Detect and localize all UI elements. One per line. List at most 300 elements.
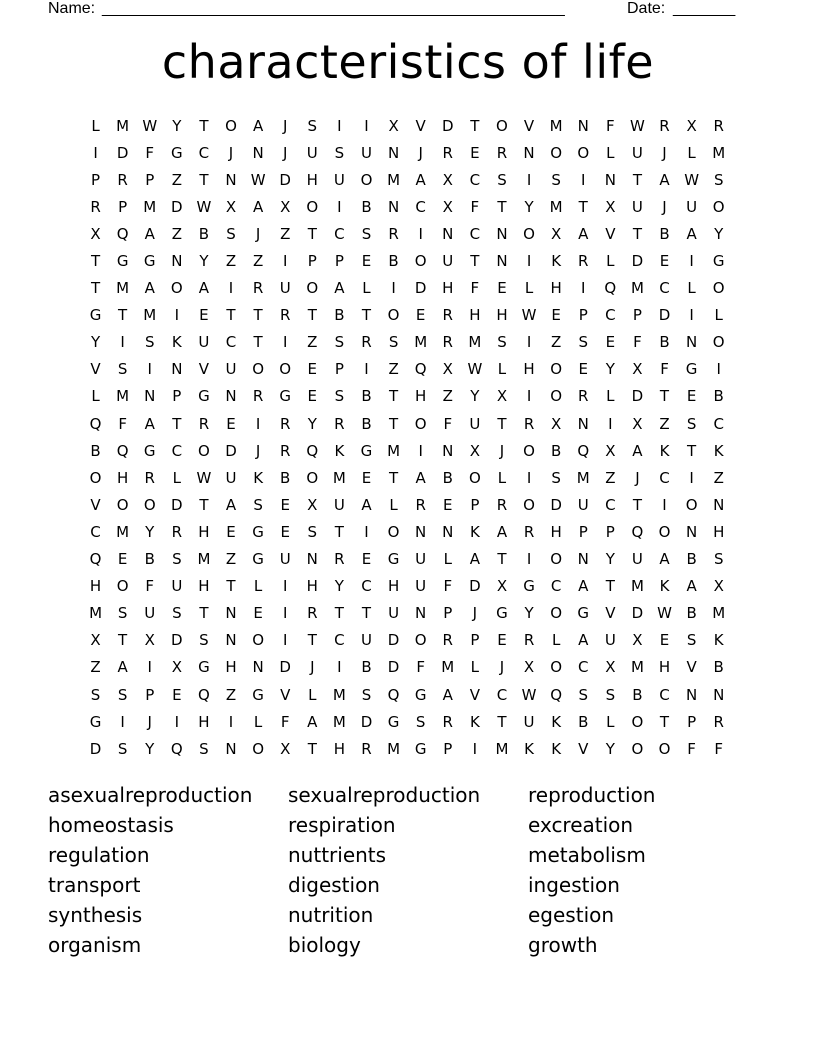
grid-cell[interactable]: D	[116, 143, 129, 162]
grid-cell[interactable]: P	[578, 522, 588, 541]
grid-cell[interactable]: B	[361, 197, 372, 216]
grid-cell[interactable]: U	[144, 604, 156, 623]
grid-cell[interactable]: S	[551, 468, 561, 487]
grid-cell[interactable]: Q	[198, 685, 210, 704]
grid-cell[interactable]: W	[630, 116, 645, 135]
grid-cell[interactable]: Q	[116, 441, 129, 460]
grid-cell[interactable]: D	[631, 387, 644, 406]
grid-cell[interactable]: U	[279, 550, 291, 569]
grid-cell[interactable]: P	[632, 306, 642, 325]
grid-cell[interactable]: I	[337, 116, 342, 135]
grid-cell[interactable]: I	[174, 712, 180, 731]
grid-cell[interactable]: G	[143, 441, 156, 460]
grid-cell[interactable]: H	[198, 522, 210, 541]
grid-cell[interactable]: A	[686, 224, 697, 243]
grid-cell[interactable]: S	[144, 333, 155, 352]
grid-cell[interactable]: I	[282, 333, 288, 352]
grid-cell[interactable]: U	[198, 333, 210, 352]
grid-cell[interactable]: R	[279, 306, 291, 325]
grid-cell[interactable]: A	[496, 522, 508, 541]
grid-cell[interactable]: G	[523, 577, 535, 596]
grid-cell[interactable]: Y	[524, 604, 534, 623]
grid-cell[interactable]: U	[415, 577, 427, 596]
grid-cell[interactable]: B	[334, 306, 345, 325]
grid-cell[interactable]: N	[144, 387, 156, 406]
grid-cell[interactable]: J	[282, 143, 288, 162]
grid-cell[interactable]: N	[387, 197, 400, 216]
grid-cell[interactable]: I	[526, 550, 532, 569]
grid-cell[interactable]: I	[255, 414, 261, 433]
grid-cell[interactable]: A	[578, 577, 589, 596]
grid-cell[interactable]: Q	[306, 441, 319, 460]
grid-cell[interactable]: T	[90, 279, 101, 298]
grid-cell[interactable]: S	[117, 604, 128, 623]
grid-cell[interactable]: H	[198, 577, 210, 596]
grid-cell[interactable]: T	[388, 414, 399, 433]
grid-cell[interactable]: O	[414, 252, 427, 271]
grid-cell[interactable]: P	[118, 197, 128, 216]
grid-cell[interactable]: S	[307, 116, 318, 135]
grid-cell[interactable]: X	[442, 170, 453, 189]
grid-cell[interactable]: E	[307, 387, 318, 406]
grid-cell[interactable]: Y	[524, 197, 534, 216]
grid-cell[interactable]: J	[255, 441, 261, 460]
grid-cell[interactable]: Q	[414, 360, 427, 379]
grid-cell[interactable]: E	[226, 414, 236, 433]
grid-cell[interactable]: I	[282, 604, 288, 623]
grid-cell[interactable]: Z	[225, 685, 237, 704]
grid-cell[interactable]: S	[253, 495, 263, 514]
grid-cell[interactable]: W	[196, 468, 212, 487]
grid-cell[interactable]: T	[605, 577, 615, 596]
grid-cell[interactable]: A	[578, 224, 589, 243]
grid-cell[interactable]: P	[578, 306, 588, 325]
grid-cell[interactable]: P	[687, 712, 697, 731]
grid-cell[interactable]: E	[415, 306, 426, 325]
grid-cell[interactable]: F	[443, 577, 453, 596]
grid-cell[interactable]: Z	[90, 658, 101, 677]
grid-cell[interactable]: D	[387, 658, 400, 677]
grid-cell[interactable]: N	[252, 658, 264, 677]
grid-cell[interactable]: S	[334, 387, 345, 406]
grid-cell[interactable]: D	[550, 495, 562, 514]
grid-cell[interactable]: T	[497, 550, 507, 569]
grid-cell[interactable]: C	[415, 197, 426, 216]
grid-cell[interactable]: N	[604, 170, 616, 189]
grid-cell[interactable]: O	[89, 468, 102, 487]
grid-cell[interactable]: L	[389, 495, 398, 514]
grid-cell[interactable]: B	[713, 658, 724, 677]
grid-cell[interactable]: O	[550, 387, 563, 406]
grid-cell[interactable]: Z	[659, 414, 670, 433]
grid-cell[interactable]: N	[685, 522, 698, 541]
grid-cell[interactable]: S	[307, 522, 318, 541]
grid-cell[interactable]: N	[225, 387, 237, 406]
grid-cell[interactable]: Z	[171, 224, 182, 243]
grid-cell[interactable]: H	[550, 279, 562, 298]
grid-cell[interactable]: M	[630, 658, 644, 677]
grid-cell[interactable]: G	[198, 658, 210, 677]
grid-cell[interactable]: X	[551, 414, 562, 433]
grid-cell[interactable]: C	[659, 279, 670, 298]
grid-cell[interactable]: A	[225, 495, 237, 514]
grid-cell[interactable]: X	[144, 631, 155, 650]
grid-cell[interactable]: P	[334, 360, 344, 379]
grid-cell[interactable]: J	[499, 441, 505, 460]
grid-cell[interactable]: I	[662, 495, 667, 514]
grid-cell[interactable]: O	[550, 658, 563, 677]
grid-cell[interactable]: G	[116, 252, 129, 271]
grid-cell[interactable]: Q	[89, 550, 102, 569]
grid-cell[interactable]: Z	[225, 550, 237, 569]
grid-cell[interactable]: D	[225, 441, 237, 460]
grid-cell[interactable]: J	[635, 468, 640, 487]
grid-cell[interactable]: W	[250, 170, 266, 189]
grid-cell[interactable]: O	[387, 522, 400, 541]
grid-cell[interactable]: D	[171, 631, 183, 650]
grid-cell[interactable]: I	[581, 170, 586, 189]
grid-cell[interactable]: G	[360, 441, 373, 460]
grid-cell[interactable]: O	[306, 468, 319, 487]
grid-cell[interactable]: B	[280, 468, 291, 487]
grid-cell[interactable]: X	[523, 658, 535, 677]
grid-cell[interactable]: I	[689, 306, 694, 325]
grid-cell[interactable]: G	[387, 550, 400, 569]
grid-cell[interactable]: S	[117, 360, 128, 379]
grid-cell[interactable]: T	[90, 252, 101, 271]
grid-cell[interactable]: T	[659, 387, 670, 406]
grid-cell[interactable]: A	[415, 468, 426, 487]
grid-cell[interactable]: O	[116, 495, 129, 514]
grid-cell[interactable]: R	[713, 116, 724, 135]
grid-cell[interactable]: C	[469, 170, 481, 189]
grid-cell[interactable]: Y	[605, 360, 615, 379]
grid-cell[interactable]: D	[171, 495, 183, 514]
grid-cell[interactable]: R	[523, 522, 535, 541]
grid-cell[interactable]: G	[198, 387, 210, 406]
grid-cell[interactable]: M	[495, 739, 509, 758]
grid-cell[interactable]: X	[686, 116, 697, 135]
grid-cell[interactable]: T	[307, 739, 317, 758]
grid-cell[interactable]: D	[469, 577, 481, 596]
grid-cell[interactable]: A	[415, 170, 426, 189]
grid-cell[interactable]: C	[659, 468, 670, 487]
grid-cell[interactable]: T	[470, 116, 480, 135]
grid-cell[interactable]: M	[468, 333, 482, 352]
grid-cell[interactable]: S	[334, 143, 345, 162]
grid-cell[interactable]: B	[659, 224, 670, 243]
grid-cell[interactable]: J	[472, 604, 478, 623]
grid-cell[interactable]: I	[364, 116, 369, 135]
grid-cell[interactable]: T	[199, 604, 209, 623]
grid-cell[interactable]: U	[171, 577, 183, 596]
grid-cell[interactable]: E	[659, 252, 670, 271]
grid-cell[interactable]: L	[606, 387, 615, 406]
grid-cell[interactable]: X	[551, 224, 562, 243]
grid-cell[interactable]: I	[120, 333, 125, 352]
grid-cell[interactable]: V	[469, 685, 480, 704]
grid-cell[interactable]: K	[659, 441, 670, 460]
grid-cell[interactable]: O	[387, 306, 400, 325]
grid-cell[interactable]: N	[713, 495, 725, 514]
grid-cell[interactable]: R	[334, 414, 345, 433]
grid-cell[interactable]: T	[334, 604, 344, 623]
grid-cell[interactable]: R	[442, 143, 453, 162]
grid-cell[interactable]: V	[90, 495, 101, 514]
grid-cell[interactable]: C	[713, 414, 724, 433]
grid-cell[interactable]: I	[147, 360, 152, 379]
grid-cell[interactable]: H	[658, 658, 671, 677]
grid-cell[interactable]: R	[252, 387, 264, 406]
grid-cell[interactable]: Y	[605, 739, 615, 758]
grid-cell[interactable]: X	[713, 577, 724, 596]
grid-cell[interactable]: Y	[199, 252, 209, 271]
grid-cell[interactable]: K	[253, 468, 264, 487]
grid-cell[interactable]: O	[252, 360, 265, 379]
grid-cell[interactable]: T	[118, 631, 128, 650]
grid-cell[interactable]: A	[144, 224, 155, 243]
grid-cell[interactable]: C	[225, 333, 237, 352]
grid-cell[interactable]: P	[443, 604, 453, 623]
grid-cell[interactable]: T	[307, 631, 317, 650]
grid-cell[interactable]: O	[577, 143, 590, 162]
grid-cell[interactable]: Y	[145, 522, 155, 541]
grid-cell[interactable]: L	[714, 306, 723, 325]
grid-cell[interactable]: O	[252, 739, 265, 758]
grid-cell[interactable]: R	[388, 224, 399, 243]
grid-cell[interactable]: S	[226, 224, 236, 243]
grid-cell[interactable]: Z	[713, 468, 724, 487]
grid-cell[interactable]: R	[361, 333, 372, 352]
grid-cell[interactable]: A	[469, 550, 480, 569]
grid-cell[interactable]: T	[199, 495, 209, 514]
grid-cell[interactable]: U	[415, 550, 427, 569]
grid-cell[interactable]: U	[333, 495, 345, 514]
grid-cell[interactable]: X	[280, 197, 291, 216]
grid-cell[interactable]: E	[497, 279, 507, 298]
grid-cell[interactable]: M	[387, 739, 401, 758]
grid-cell[interactable]: N	[171, 252, 183, 271]
grid-cell[interactable]: I	[364, 522, 369, 541]
grid-cell[interactable]: U	[360, 143, 372, 162]
grid-cell[interactable]: S	[172, 550, 182, 569]
grid-cell[interactable]: P	[443, 739, 453, 758]
grid-cell[interactable]: T	[253, 333, 263, 352]
grid-cell[interactable]: T	[118, 306, 128, 325]
grid-cell[interactable]: L	[362, 279, 371, 298]
grid-cell[interactable]: A	[144, 279, 155, 298]
grid-cell[interactable]: D	[441, 116, 454, 135]
grid-cell[interactable]: I	[608, 414, 613, 433]
grid-cell[interactable]: C	[577, 658, 589, 677]
grid-cell[interactable]: I	[418, 224, 423, 243]
grid-cell[interactable]: M	[332, 468, 346, 487]
grid-cell[interactable]: N	[496, 224, 508, 243]
grid-cell[interactable]: S	[713, 550, 724, 569]
grid-cell[interactable]: J	[255, 224, 261, 243]
grid-cell[interactable]: B	[550, 441, 562, 460]
grid-cell[interactable]: N	[225, 739, 237, 758]
grid-cell[interactable]: M	[116, 387, 130, 406]
grid-cell[interactable]: O	[712, 197, 725, 216]
grid-cell[interactable]: A	[252, 197, 264, 216]
grid-cell[interactable]: R	[578, 252, 589, 271]
grid-cell[interactable]: G	[89, 306, 102, 325]
grid-cell[interactable]: I	[689, 468, 694, 487]
grid-cell[interactable]: G	[143, 252, 156, 271]
grid-cell[interactable]: M	[549, 116, 563, 135]
grid-cell[interactable]: J	[662, 143, 667, 162]
grid-cell[interactable]: E	[199, 306, 209, 325]
grid-cell[interactable]: M	[116, 116, 130, 135]
grid-cell[interactable]: O	[306, 197, 319, 216]
grid-cell[interactable]: H	[387, 577, 400, 596]
grid-cell[interactable]: U	[279, 279, 291, 298]
grid-cell[interactable]: L	[606, 712, 615, 731]
grid-cell[interactable]: I	[526, 170, 532, 189]
grid-cell[interactable]: R	[171, 522, 183, 541]
grid-cell[interactable]: X	[442, 360, 453, 379]
grid-cell[interactable]: N	[685, 685, 698, 704]
grid-cell[interactable]: R	[334, 550, 345, 569]
grid-cell[interactable]: T	[659, 712, 670, 731]
grid-cell[interactable]: L	[551, 631, 561, 650]
grid-cell[interactable]: K	[713, 631, 724, 650]
grid-cell[interactable]: K	[659, 577, 670, 596]
grid-cell[interactable]: E	[361, 468, 372, 487]
grid-cell[interactable]: T	[307, 306, 317, 325]
grid-cell[interactable]: E	[361, 252, 372, 271]
grid-cell[interactable]: M	[712, 604, 726, 623]
grid-cell[interactable]: H	[550, 522, 562, 541]
grid-cell[interactable]: S	[334, 333, 345, 352]
grid-cell[interactable]: I	[120, 712, 125, 731]
grid-cell[interactable]: A	[578, 631, 589, 650]
grid-cell[interactable]: E	[361, 550, 372, 569]
grid-cell[interactable]: G	[171, 143, 183, 162]
grid-cell[interactable]: L	[172, 468, 181, 487]
grid-cell[interactable]: S	[199, 739, 209, 758]
grid-cell[interactable]: I	[472, 739, 478, 758]
grid-cell[interactable]: C	[90, 522, 101, 541]
grid-cell[interactable]: S	[117, 685, 128, 704]
grid-cell[interactable]: O	[170, 279, 183, 298]
grid-cell[interactable]: V	[415, 116, 426, 135]
grid-cell[interactable]: M	[387, 170, 401, 189]
grid-cell[interactable]: A	[686, 577, 697, 596]
grid-cell[interactable]: I	[337, 658, 342, 677]
grid-cell[interactable]: I	[418, 441, 423, 460]
grid-cell[interactable]: D	[631, 252, 644, 271]
grid-cell[interactable]: G	[252, 522, 264, 541]
grid-cell[interactable]: X	[605, 197, 616, 216]
grid-cell[interactable]: A	[117, 658, 128, 677]
grid-cell[interactable]: R	[442, 306, 453, 325]
grid-cell[interactable]: P	[307, 252, 317, 271]
grid-cell[interactable]: O	[198, 441, 210, 460]
grid-cell[interactable]: F	[606, 116, 615, 135]
grid-cell[interactable]: V	[523, 116, 535, 135]
date-field[interactable]: _______	[673, 0, 736, 17]
grid-cell[interactable]: R	[713, 712, 724, 731]
grid-cell[interactable]: H	[306, 170, 318, 189]
grid-cell[interactable]: I	[282, 252, 288, 271]
grid-cell[interactable]: I	[581, 279, 586, 298]
grid-cell[interactable]: I	[147, 658, 152, 677]
grid-cell[interactable]: M	[332, 712, 346, 731]
grid-cell[interactable]: A	[659, 170, 670, 189]
grid-cell[interactable]: T	[497, 414, 507, 433]
grid-cell[interactable]: G	[496, 604, 508, 623]
grid-cell[interactable]: H	[469, 306, 481, 325]
grid-cell[interactable]: K	[171, 333, 182, 352]
grid-cell[interactable]: W	[684, 170, 700, 189]
grid-cell[interactable]: K	[469, 712, 480, 731]
grid-cell[interactable]: A	[198, 279, 210, 298]
grid-cell[interactable]: L	[253, 577, 263, 596]
grid-cell[interactable]: M	[630, 577, 644, 596]
grid-cell[interactable]: N	[577, 414, 589, 433]
grid-cell[interactable]: Q	[577, 441, 590, 460]
grid-cell[interactable]: B	[144, 550, 155, 569]
grid-cell[interactable]: R	[523, 631, 535, 650]
grid-cell[interactable]: Y	[145, 739, 155, 758]
grid-cell[interactable]: R	[415, 495, 426, 514]
grid-cell[interactable]: A	[632, 441, 643, 460]
grid-cell[interactable]: R	[279, 441, 291, 460]
grid-cell[interactable]: B	[198, 224, 210, 243]
grid-cell[interactable]: R	[144, 468, 155, 487]
grid-cell[interactable]: H	[713, 522, 725, 541]
grid-cell[interactable]: H	[89, 577, 102, 596]
grid-cell[interactable]: V	[605, 224, 616, 243]
grid-cell[interactable]: L	[524, 279, 534, 298]
grid-cell[interactable]: E	[117, 550, 128, 569]
grid-cell[interactable]: N	[577, 116, 589, 135]
grid-cell[interactable]: C	[334, 224, 345, 243]
grid-cell[interactable]: L	[91, 387, 100, 406]
grid-cell[interactable]: U	[686, 197, 698, 216]
grid-cell[interactable]: O	[550, 143, 563, 162]
grid-cell[interactable]: X	[225, 197, 237, 216]
grid-cell[interactable]: X	[90, 224, 101, 243]
grid-cell[interactable]: W	[521, 685, 537, 704]
grid-cell[interactable]: U	[523, 712, 535, 731]
grid-cell[interactable]: O	[414, 414, 427, 433]
grid-cell[interactable]: N	[171, 360, 183, 379]
grid-cell[interactable]: R	[361, 739, 372, 758]
grid-cell[interactable]: K	[551, 739, 562, 758]
grid-cell[interactable]: E	[443, 495, 453, 514]
grid-cell[interactable]: C	[605, 495, 616, 514]
grid-cell[interactable]: S	[199, 631, 209, 650]
grid-cell[interactable]: K	[524, 739, 534, 758]
grid-cell[interactable]: J	[228, 143, 234, 162]
grid-cell[interactable]: A	[659, 550, 670, 569]
grid-cell[interactable]: N	[496, 252, 508, 271]
grid-cell[interactable]: N	[415, 604, 427, 623]
grid-cell[interactable]: M	[712, 143, 726, 162]
grid-cell[interactable]: N	[387, 143, 400, 162]
grid-cell[interactable]: W	[521, 306, 537, 325]
grid-cell[interactable]: J	[662, 197, 667, 216]
grid-cell[interactable]: M	[630, 279, 644, 298]
grid-cell[interactable]: Y	[470, 387, 480, 406]
grid-cell[interactable]: C	[496, 685, 508, 704]
grid-cell[interactable]: O	[496, 116, 508, 135]
grid-cell[interactable]: U	[577, 495, 589, 514]
grid-cell[interactable]: K	[713, 441, 724, 460]
